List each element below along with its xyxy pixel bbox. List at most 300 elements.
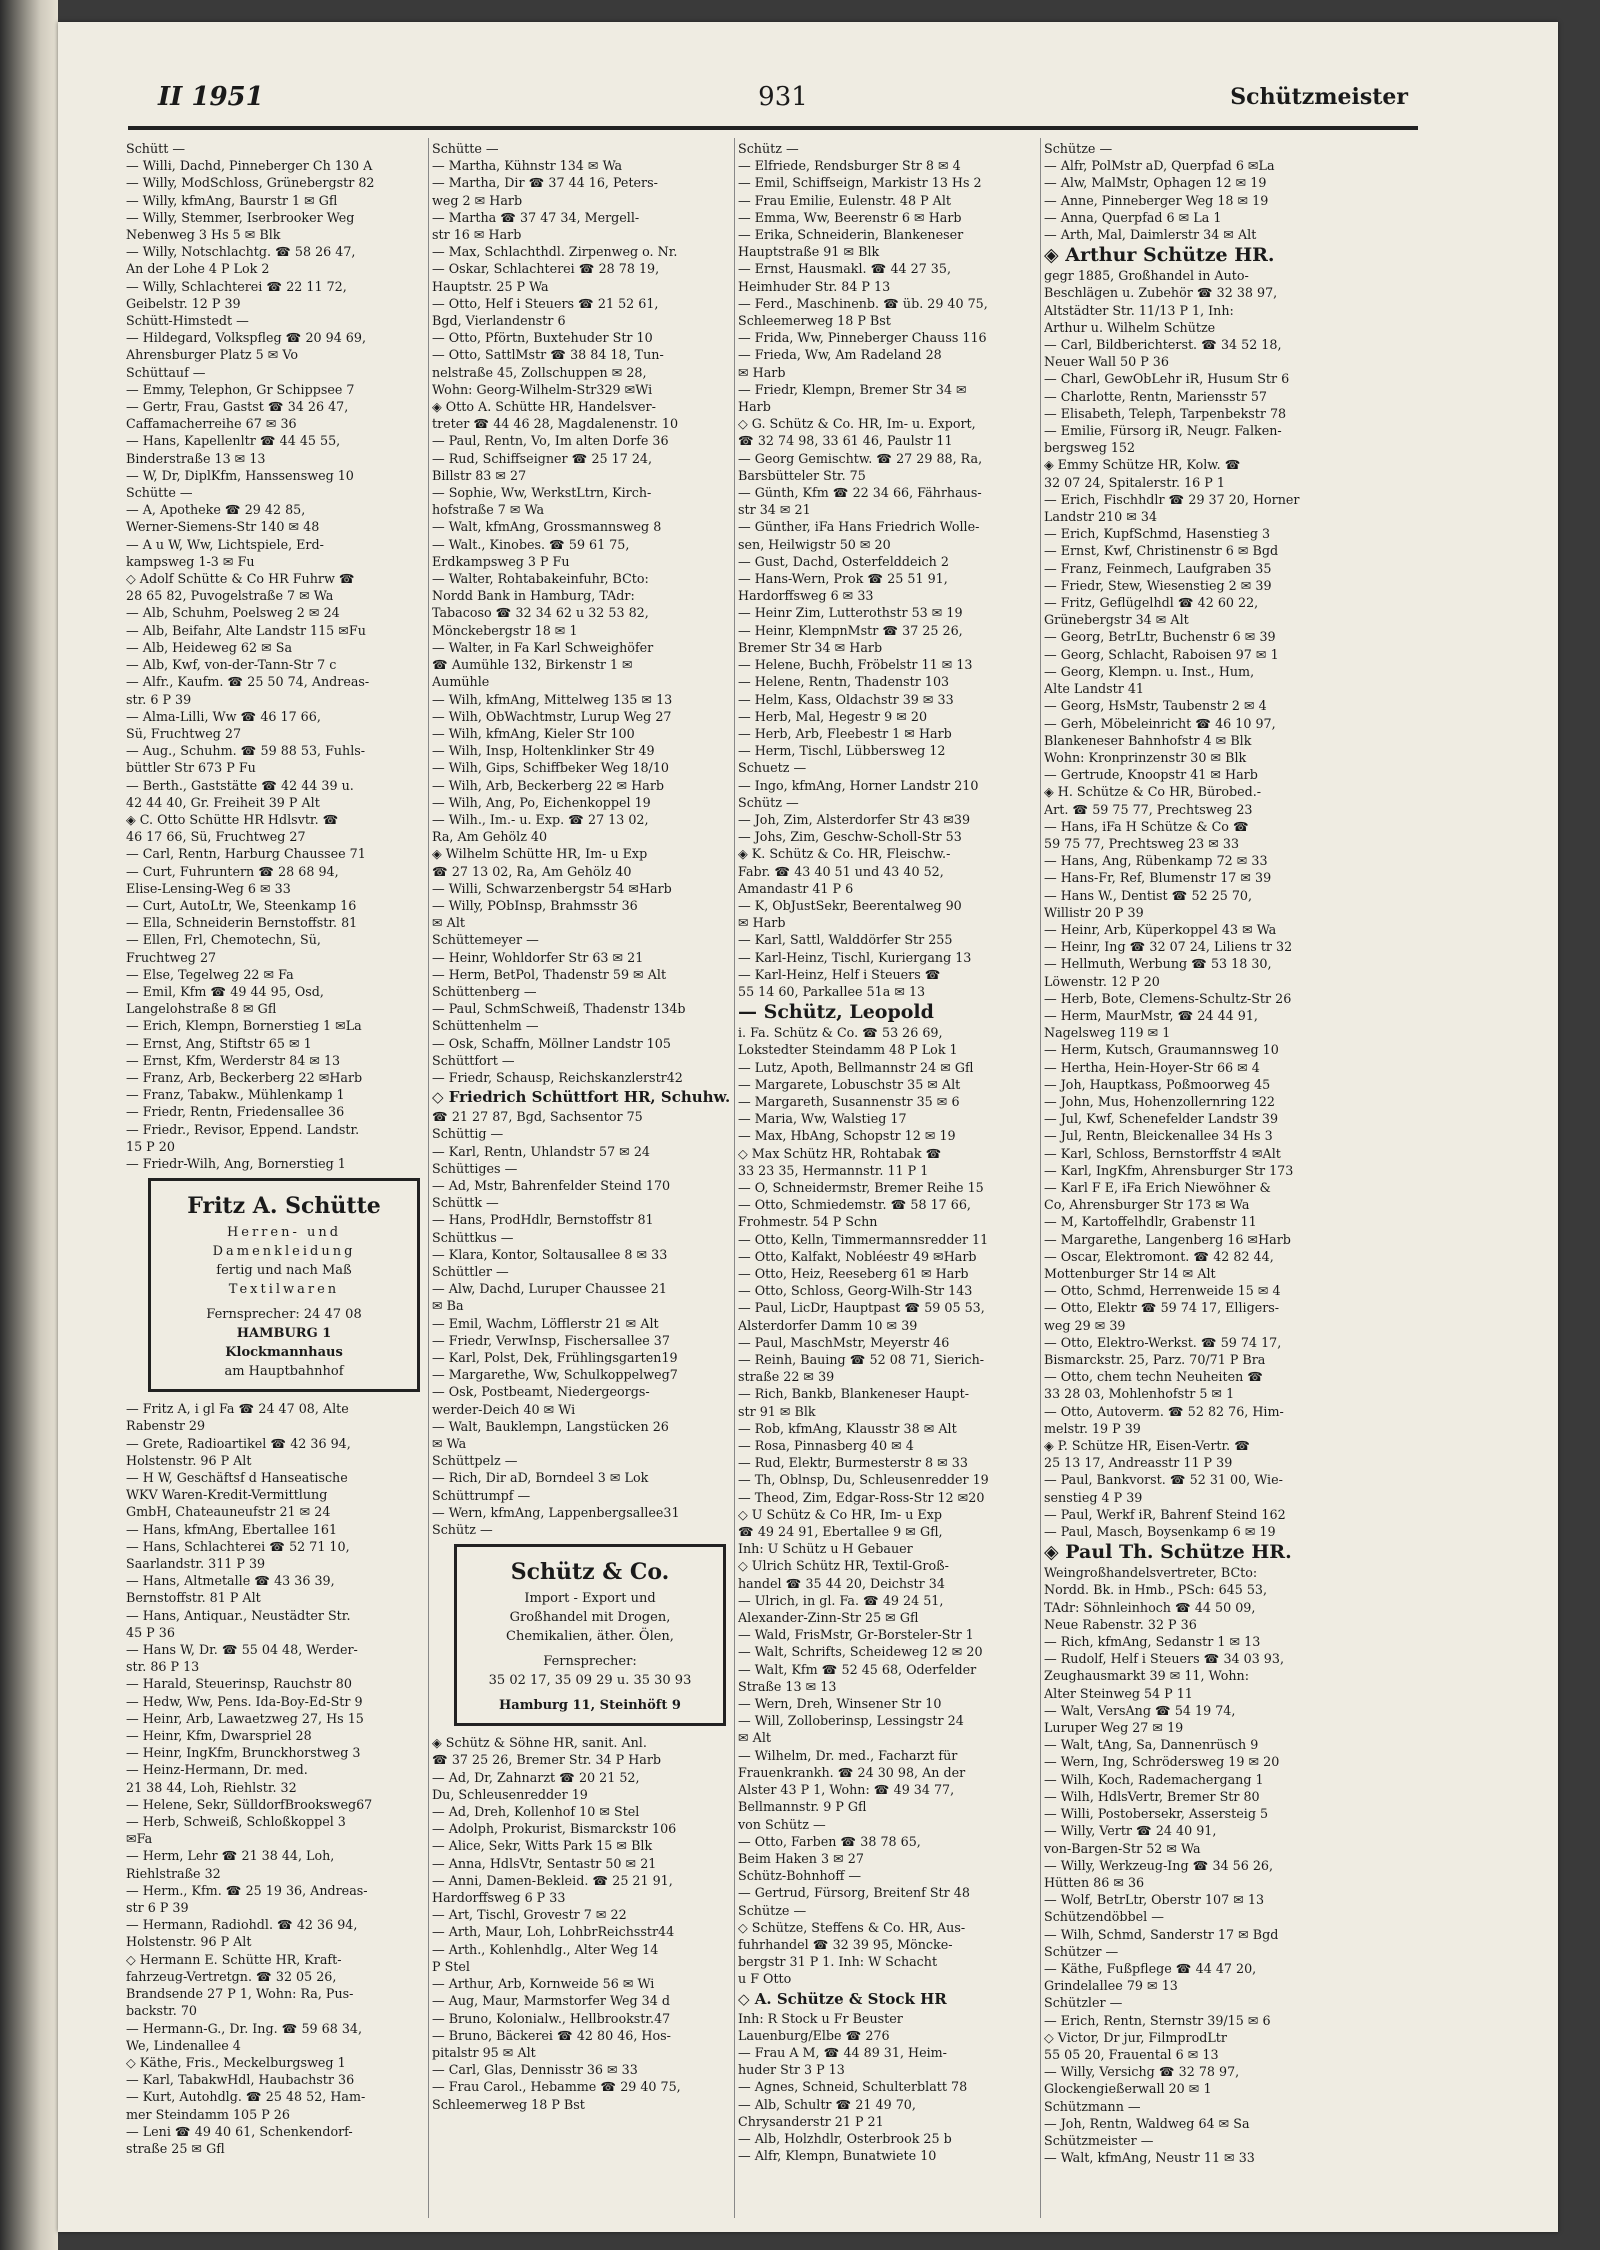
- directory-entry: — Karl, Sattl, Walddörfer Str 255: [738, 932, 953, 948]
- directory-entry: — Hans, ProdHdlr, Bernstoffstr 81: [432, 1212, 654, 1228]
- directory-entry: — Anne, Pinneberger Weg 18 ✉ 19: [1044, 192, 1269, 208]
- directory-entry: — Osk, Schaffn, Möllner Landstr 105: [432, 1035, 671, 1051]
- directory-entry: ◇ Friedrich Schüttfort HR, Schuhw.: [432, 1088, 731, 1107]
- directory-entry: str 16 ✉ Harb: [432, 227, 522, 243]
- directory-entry: — Art, Tischl, Grovestr 7 ✉ 22: [432, 1907, 627, 1923]
- directory-entry: — Margarethe, Langenberg 16 ✉Harb: [1044, 1231, 1291, 1247]
- directory-entry: — Wilh, Ang, Po, Eichenkoppel 19: [432, 794, 651, 810]
- directory-entry: — Franz, Arb, Beckerberg 22 ✉Harb: [126, 1069, 363, 1085]
- directory-entry: — Otto, Autoverm. ☎ 52 82 76, Him-: [1044, 1403, 1284, 1419]
- directory-entry: Hütten 86 ✉ 36: [1044, 1874, 1145, 1890]
- directory-entry: — Hans, Kapellenltr ☎ 44 45 55,: [126, 433, 341, 449]
- directory-entry: — Hildegard, Volkspfleg ☎ 20 94 69,: [126, 330, 366, 346]
- directory-entry: Harb: [738, 399, 771, 415]
- directory-entry: Alexander-Zinn-Str 25 ✉ Gfl: [738, 1610, 919, 1626]
- directory-entry: — Jul, Rentn, Bleickenallee 34 Hs 3: [1044, 1128, 1273, 1144]
- directory-entry: — Rich, Dir aD, Borndeel 3 ✉ Lok: [432, 1470, 649, 1486]
- directory-entry: TAdr: Söhnleinhoch ☎ 44 50 09,: [1044, 1599, 1256, 1615]
- directory-entry: — Hans, iFa H Schütze & Co ☎: [1044, 818, 1249, 834]
- directory-entry: Altstädter Str. 11/13 P 1, Inh:: [1044, 302, 1234, 318]
- directory-entry: — Paul, Rentn, Vo, Im alten Dorfe 36: [432, 433, 669, 449]
- directory-entry: Blankeneser Bahnhofstr 4 ✉ Blk: [1044, 732, 1252, 748]
- directory-entry: Chrysanderstr 21 P 21: [738, 2113, 884, 2129]
- directory-entry: Schützmeister —: [1044, 2132, 1154, 2148]
- directory-entry: Schüttk —: [432, 1195, 499, 1211]
- directory-entry: ◈ Emmy Schütze HR, Kolw. ☎: [1044, 457, 1241, 473]
- directory-entry: — O, Schneidermstr, Bremer Reihe 15: [738, 1179, 984, 1195]
- directory-entry: — Otto, Heiz, Reeseberg 61 ✉ Harb: [738, 1266, 969, 1281]
- directory-entry: Schuetz —: [738, 760, 807, 776]
- directory-entry: We, Lindenallee 4: [126, 2037, 241, 2053]
- directory-entry: Schüttemeyer —: [432, 932, 539, 948]
- directory-entry: Mottenburger Str 14 ✉ Alt: [1044, 1266, 1216, 1281]
- directory-entry: kampsweg 1-3 ✉ Fu: [126, 553, 255, 569]
- directory-entry: — Willy, Stemmer, Iserbrooker Weg: [126, 209, 355, 225]
- directory-entry: — Wilh, Arb, Beckerberg 22 ✉ Harb: [432, 777, 665, 793]
- directory-entry: Fabr. ☎ 43 40 51 und 43 40 52,: [738, 863, 944, 879]
- directory-entry: Straße 13 ✉ 13: [738, 1678, 837, 1694]
- directory-entry: von-Bargen-Str 52 ✉ Wa: [1044, 1840, 1201, 1856]
- ad-phones: 35 02 17, 35 09 29 u. 35 30 93: [488, 1673, 692, 1689]
- directory-entry: Schüttauf —: [126, 364, 206, 380]
- directory-entry: ☎ 27 13 02, Ra, Am Gehölz 40: [432, 863, 632, 879]
- directory-entry: — Karl, Schloss, Bernstorffstr 4 ✉Alt: [1044, 1145, 1281, 1161]
- directory-entry: — Alma-Lilli, Ww ☎ 46 17 66,: [126, 708, 321, 724]
- directory-entry: — Willy, Schlachterei ☎ 22 11 72,: [126, 278, 347, 294]
- directory-entry: straße 25 ✉ Gfl: [126, 2140, 225, 2156]
- directory-entry: weg 29 ✉ 39: [1044, 1317, 1126, 1333]
- directory-entry: — Walt, tAng, Sa, Dannenrüsch 9: [1044, 1737, 1259, 1753]
- directory-entry: — Wilh, kfmAng, Kieler Str 100: [432, 725, 635, 741]
- directory-entry: — Ernst, Kwf, Christinenstr 6 ✉ Bgd: [1044, 543, 1279, 559]
- directory-entry: — M, Kartoffelhdlr, Grabenstr 11: [1044, 1214, 1257, 1230]
- directory-entry: — Alb, Beifahr, Alte Landstr 115 ✉Fu: [126, 622, 366, 638]
- directory-entry: — Erich, Fischhdlr ☎ 29 37 20, Horner: [1044, 491, 1300, 507]
- directory-entry: — Georg, BetrLtr, Buchenstr 6 ✉ 39: [1044, 629, 1276, 645]
- directory-entry: — Sophie, Ww, WerkstLtrn, Kirch-: [432, 485, 652, 501]
- directory-entry: — Hertha, Hein-Hoyer-Str 66 ✉ 4: [1044, 1059, 1260, 1075]
- directory-entry: — Otto, Helf i Steuers ☎ 21 52 61,: [432, 295, 659, 311]
- directory-entry: — Willy, PObInsp, Brahmsstr 36: [432, 897, 638, 913]
- directory-entry: sen, Heilwigstr 50 ✉ 20: [738, 536, 891, 552]
- directory-entry: — Schütz, Leopold: [738, 1001, 934, 1024]
- directory-entry: — Hans W., Dentist ☎ 52 25 70,: [1044, 887, 1253, 903]
- ad-city: HAMBURG 1: [236, 1326, 332, 1342]
- directory-entry: treter ☎ 44 46 28, Magdalenenstr. 10: [432, 416, 679, 432]
- directory-entry: Frohmestr. 54 P Schn: [738, 1214, 878, 1230]
- directory-entry: — Erich, Rentn, Sternstr 39/15 ✉ 6: [1044, 2012, 1271, 2028]
- directory-entry: Ahrensburger Platz 5 ✉ Vo: [126, 347, 299, 363]
- directory-entry: Alsterdorfer Damm 10 ✉ 39: [738, 1317, 918, 1333]
- directory-entry: — Emil, Schiffseign, Markistr 13 Hs 2: [738, 175, 982, 191]
- directory-entry: P Stel: [432, 1958, 470, 1974]
- directory-entry: — Franz, Feinmech, Laufgraben 35: [1044, 560, 1272, 576]
- directory-entry: An der Lohe 4 P Lok 2: [126, 261, 270, 277]
- directory-entry: — Anni, Damen-Bekleid. ☎ 25 21 91,: [432, 1872, 673, 1888]
- directory-entry: — Berth., Gaststätte ☎ 42 44 39 u.: [126, 777, 354, 793]
- directory-entry: str 34 ✉ 21: [738, 502, 811, 518]
- directory-entry: str 91 ✉ Blk: [738, 1403, 816, 1419]
- column-4: [1044, 140, 1349, 2220]
- directory-entry: — Joh, Zim, Alsterdorfer Str 43 ✉39: [738, 811, 971, 827]
- directory-entry: ◇ U Schütz & Co HR, Im- u Exp: [738, 1506, 942, 1522]
- directory-entry: Binderstraße 13 ✉ 13: [126, 450, 266, 466]
- directory-entry: — Max, HbAng, Schopstr 12 ✉ 19: [738, 1128, 956, 1144]
- directory-entry: GmbH, Chateauneufstr 21 ✉ 24: [126, 1504, 331, 1520]
- page-volume-year: II 1951: [158, 82, 264, 112]
- book-spine: [0, 0, 58, 2250]
- directory-entry: — Karl, IngKfm, Ahrensburger Str 173: [1044, 1162, 1294, 1178]
- directory-entry: 21 38 44, Loh, Riehlstr. 32: [126, 1779, 297, 1795]
- directory-entry: Caffamacherreihe 67 ✉ 36: [126, 416, 297, 432]
- directory-entry: Heimhuder Str. 84 P 13: [738, 278, 891, 294]
- directory-entry: Co, Ahrensburger Str 173 ✉ Wa: [1044, 1197, 1250, 1213]
- directory-entry: Hardorffsweg 6 ✉ 33: [738, 588, 874, 604]
- directory-entry: — Rud, Elektr, Burmesterstr 8 ✉ 33: [738, 1455, 968, 1471]
- ad-address: Klockmannhaus: [225, 1345, 343, 1361]
- directory-entry: Geibelstr. 12 P 39: [126, 295, 241, 311]
- directory-entry: ◇ Victor, Dr jur, FilmprodLtr: [1044, 2029, 1227, 2045]
- directory-entry: — Hans-Wern, Prok ☎ 25 51 91,: [738, 571, 948, 587]
- directory-entry: backstr. 70: [126, 2003, 197, 2019]
- directory-entry: — Reinh, Bauing ☎ 52 08 71, Sierich-: [738, 1352, 985, 1368]
- directory-entry: — Gertr, Frau, Gastst ☎ 34 26 47,: [126, 399, 349, 415]
- directory-entry: Inh: U Schütz u H Gebauer: [738, 1541, 913, 1557]
- directory-entry: — Adolph, Prokurist, Bismarckstr 106: [432, 1821, 677, 1837]
- directory-entry: nelstraße 45, Zollschuppen ✉ 28,: [432, 364, 647, 380]
- directory-entry: 33 23 35, Hermannstr. 11 P 1: [738, 1162, 929, 1178]
- directory-entry: — Rudolf, Helf i Steuers ☎ 34 03 93,: [1044, 1651, 1284, 1667]
- directory-entry: — Friedr, Klempn, Bremer Str 34 ✉: [738, 381, 967, 397]
- directory-entry: — Frau Carol., Hebamme ☎ 29 40 75,: [432, 2079, 681, 2095]
- directory-entry: — Ad, Dreh, Kollenhof 10 ✉ Stel: [432, 1804, 640, 1820]
- directory-entry: Neue Rabenstr. 32 P 36: [1044, 1616, 1197, 1632]
- directory-entry: — Ad, Mstr, Bahrenfelder Steind 170: [432, 1177, 671, 1193]
- ad-line: fertig und nach Maß: [216, 1263, 352, 1279]
- directory-entry: — Georg, HsMstr, Taubenstr 2 ✉ 4: [1044, 698, 1267, 714]
- directory-entry: — Herm, Kutsch, Graumannsweg 10: [1044, 1042, 1279, 1058]
- directory-entry: — Alfr., Kaufm. ☎ 25 50 74, Andreas-: [126, 674, 370, 690]
- directory-entry: — Theod, Zim, Edgar-Ross-Str 12 ✉20: [738, 1489, 985, 1505]
- directory-entry: Grindelallee 79 ✉ 13: [1044, 1978, 1178, 1994]
- directory-entry: — Harald, Steuerinsp, Rauchstr 80: [126, 1676, 352, 1692]
- directory-entry: — Willy, Vertr ☎ 24 40 91,: [1044, 1823, 1217, 1839]
- directory-entry: ◇ G. Schütz & Co. HR, Im- u. Export,: [738, 416, 976, 432]
- directory-entry: — Friedr, Stew, Wiesenstieg 2 ✉ 39: [1044, 577, 1272, 593]
- directory-entry: — Ernst, Ang, Stiftstr 65 ✉ 1: [126, 1035, 312, 1051]
- directory-entry: ✉Fa: [126, 1831, 153, 1847]
- directory-entry: — Willy, ModSchloss, Grünebergstr 82: [126, 175, 375, 191]
- directory-entry: — Joh, Rentn, Waldweg 64 ✉ Sa: [1044, 2115, 1250, 2131]
- directory-entry: — Margarete, Lobuschstr 35 ✉ Alt: [738, 1076, 961, 1092]
- directory-page: [58, 22, 1558, 2232]
- directory-entry: — Arthur, Arb, Kornweide 56 ✉ Wi: [432, 1976, 655, 1992]
- directory-entry: — Hermann, Radiohdl. ☎ 42 36 94,: [126, 1917, 358, 1933]
- directory-entry: — Aug, Maur, Marmstorfer Weg 34 d: [432, 1993, 670, 2009]
- directory-entry: — Ella, Schneiderin Bernstoffstr. 81: [126, 915, 358, 931]
- directory-entry: — Herm, Tischl, Lübbersweg 12: [738, 743, 946, 759]
- directory-entry: — Walter, in Fa Karl Schweighöfer: [432, 639, 654, 655]
- directory-entry: Schüttkus —: [432, 1229, 514, 1245]
- directory-entry: — Hans, Ang, Rübenkamp 72 ✉ 33: [1044, 853, 1268, 869]
- column-1: [126, 140, 426, 2220]
- directory-entry: — Gertrud, Fürsorg, Breitenf Str 48: [738, 1885, 970, 1901]
- directory-entry: — Willy, Notschlachtg. ☎ 58 26 47,: [126, 244, 356, 260]
- directory-entry: — Ferd., Maschinenb. ☎ üb. 29 40 75,: [738, 295, 988, 311]
- page-number: 931: [758, 82, 808, 112]
- directory-entry: — Otto, Kalfakt, Nobléestr 49 ✉Harb: [738, 1248, 977, 1264]
- directory-entry: Hardorffsweg 6 P 33: [432, 1890, 566, 1906]
- directory-entry: Schütt-Himstedt —: [126, 313, 249, 329]
- directory-entry: — H W, Geschäftsf d Hanseatische: [126, 1470, 348, 1485]
- directory-entry: — Anna, Querpfad 6 ✉ La 1: [1044, 209, 1222, 225]
- directory-entry: — Wolf, BetrLtr, Oberstr 107 ✉ 13: [1044, 1892, 1265, 1908]
- ad-line: Import - Export und: [524, 1591, 656, 1607]
- directory-entry: — Friedr, Rentn, Friedensallee 36: [126, 1104, 345, 1120]
- directory-entry: Brandsende 27 P 1, Wohn: Ra, Pus-: [126, 1986, 354, 2002]
- directory-entry: ◈ Otto A. Schütte HR, Handelsver-: [432, 399, 656, 415]
- directory-entry: Schüttig —: [432, 1126, 504, 1142]
- column-divider: [1040, 138, 1041, 2218]
- directory-entry: — Heinr, Arb, Lawaetzweg 27, Hs 15: [126, 1710, 364, 1726]
- directory-entry: — Emilie, Fürsorg iR, Neugr. Falken-: [1044, 423, 1282, 439]
- ad-title: Fritz A. Schütte: [187, 1193, 381, 1220]
- directory-entry: — Otto, SattlMstr ☎ 38 84 18, Tun-: [432, 347, 664, 363]
- page-running-head: Schützmeister: [1230, 84, 1408, 110]
- directory-entry: fahrzeug-Vertretgn. ☎ 32 05 26,: [126, 1968, 337, 1984]
- directory-entry: pitalstr 95 ✉ Alt: [432, 2044, 536, 2060]
- directory-entry: — Paul, LicDr, Hauptpast ☎ 59 05 53,: [738, 1300, 985, 1316]
- directory-entry: ☎ 21 27 87, Bgd, Sachsentor 75: [432, 1109, 643, 1125]
- column-divider: [428, 138, 429, 2218]
- directory-entry: handel ☎ 35 44 20, Deichstr 34: [738, 1575, 945, 1591]
- directory-entry: Zeughausmarkt 39 ✉ 11, Wohn:: [1044, 1668, 1250, 1684]
- directory-entry: ✉ Ba: [432, 1298, 464, 1314]
- directory-entry: — Wern, Ing, Schrödersweg 19 ✉ 20: [1044, 1754, 1280, 1770]
- directory-entry: senstieg 4 P 39: [1044, 1489, 1143, 1505]
- directory-entry: — Herm., Kfm. ☎ 25 19 36, Andreas-: [126, 1882, 368, 1898]
- directory-entry: — Paul, Bankvorst. ☎ 52 31 00, Wie-: [1044, 1472, 1283, 1488]
- directory-entry: — Bruno, Kolonialw., Hellbrookstr.47: [432, 2010, 671, 2026]
- directory-entry: — Alb, Holzhdlr, Osterbrook 25 b: [738, 2130, 952, 2146]
- directory-entry: — Arth., Kohlenhdlg., Alter Weg 14: [432, 1941, 659, 1957]
- directory-entry: — Elfriede, Rendsburger Str 8 ✉ 4: [738, 158, 961, 174]
- directory-entry: ◇ Ulrich Schütz HR, Textil-Groß-: [738, 1558, 949, 1574]
- directory-entry: — Joh, Hauptkass, Poßmoorweg 45: [1044, 1076, 1271, 1092]
- directory-entry: — Ingo, kfmAng, Horner Landstr 210: [738, 777, 979, 793]
- directory-entry: Schüttenhelm —: [432, 1018, 539, 1034]
- directory-entry: — Helene, Sekr, SülldorfBrooksweg67: [126, 1796, 373, 1812]
- directory-entry: ✉ Alt: [738, 1730, 771, 1746]
- directory-entry: Beschlägen u. Zubehör ☎ 32 38 97,: [1044, 285, 1278, 301]
- directory-entry: — Helm, Kass, Oldachstr 39 ✉ 33: [738, 691, 954, 707]
- directory-entry: — Paul, MaschMstr, Meyerstr 46: [738, 1334, 950, 1350]
- directory-entry: — Wilh, Insp, Holtenklinker Str 49: [432, 743, 655, 759]
- directory-entry: Hauptstraße 91 ✉ Blk: [738, 244, 880, 260]
- directory-entry: — Heinr, Ing ☎ 32 07 24, Liliens tr 32: [1044, 939, 1293, 955]
- directory-entry: 55 14 60, Parkallee 51a ✉ 13: [738, 983, 926, 999]
- directory-entry: Alter Steinweg 54 P 11: [1044, 1685, 1193, 1701]
- directory-entry: — Rob, kfmAng, Klausstr 38 ✉ Alt: [738, 1420, 957, 1436]
- directory-entry: — Alice, Sekr, Witts Park 15 ✉ Blk: [432, 1838, 653, 1854]
- directory-entry: Schützmann —: [1044, 2098, 1141, 2114]
- directory-entry: Holstenstr. 96 P Alt: [126, 1934, 252, 1950]
- directory-entry: — Wilh, Koch, Rademachergang 1: [1044, 1771, 1264, 1787]
- directory-entry: Fruchtweg 27: [126, 949, 217, 965]
- directory-entry: fuhrhandel ☎ 32 39 95, Möncke-: [738, 1936, 953, 1952]
- directory-entry: — Emmy, Telephon, Gr Schippsee 7: [126, 381, 355, 397]
- directory-entry: ◈ Arthur Schütze HR.: [1044, 244, 1275, 267]
- directory-entry: — Will, Zolloberinsp, Lessingstr 24: [738, 1713, 964, 1729]
- directory-entry: Schüttenberg —: [432, 983, 537, 999]
- directory-entry: — Karl, TabakwHdl, Haubachstr 36: [126, 2072, 355, 2088]
- directory-entry: — Klara, Kontor, Soltausallee 8 ✉ 33: [432, 1246, 668, 1262]
- directory-entry: — Alw, MalMstr, Ophagen 12 ✉ 19: [1044, 175, 1267, 191]
- directory-entry: — Carl, Rentn, Harburg Chaussee 71: [126, 846, 366, 862]
- directory-entry: — Johs, Zim, Geschw-Scholl-Str 53: [738, 829, 962, 845]
- directory-entry: — Herb, Arb, Fleebestr 1 ✉ Harb: [738, 725, 952, 741]
- directory-entry: — Franz, Tabakw., Mühlenkamp 1: [126, 1087, 345, 1103]
- directory-entry: ☎ 37 25 26, Bremer Str. 34 P Harb: [432, 1752, 662, 1768]
- directory-entry: — Günther, iFa Hans Friedrich Wolle-: [738, 519, 980, 535]
- column-2: [432, 140, 732, 2220]
- directory-entry: — Hans, kfmAng, Ebertallee 161: [126, 1521, 338, 1537]
- column-divider: [734, 138, 735, 2218]
- directory-entry: — Otto, Schmd, Herrenweide 15 ✉ 4: [1044, 1283, 1281, 1299]
- directory-entry: von Schütz —: [738, 1816, 826, 1832]
- directory-entry: — Maria, Ww, Walstieg 17: [738, 1111, 907, 1127]
- directory-entry: — Herb, Bote, Clemens-Schultz-Str 26: [1044, 990, 1292, 1006]
- column-3: [738, 140, 1038, 2220]
- directory-entry: Schüttiges —: [432, 1160, 518, 1176]
- directory-entry: Schüttpelz —: [432, 1453, 518, 1469]
- directory-entry: — Käthe, Fußpflege ☎ 44 47 20,: [1044, 1960, 1257, 1976]
- directory-entry: Holstenstr. 96 P Alt: [126, 1452, 252, 1468]
- directory-entry: 55 05 20, Frauental 6 ✉ 13: [1044, 2046, 1219, 2062]
- directory-entry: Alte Landstr 41: [1044, 681, 1144, 697]
- ad-line: Textilwaren: [228, 1282, 340, 1298]
- directory-entry: Schützendöbbel —: [1044, 1909, 1164, 1925]
- directory-entry: 15 P 20: [126, 1138, 175, 1154]
- directory-entry: — Frau Emilie, Eulenstr. 48 P Alt: [738, 192, 951, 208]
- directory-entry: Schütte —: [432, 141, 499, 156]
- directory-entry: — Erich, KupfSchmd, Hasenstieg 3: [1044, 526, 1271, 542]
- directory-entry: — Margarethe, Ww, Schulkoppelweg7: [432, 1367, 678, 1383]
- directory-entry: — Elisabeth, Teleph, Tarpenbekstr 78: [1044, 405, 1287, 421]
- directory-entry: — Friedr, VerwInsp, Fischersallee 37: [432, 1332, 670, 1348]
- directory-entry: — Helene, Buchh, Fröbelstr 11 ✉ 13: [738, 657, 973, 673]
- directory-entry: Schütt —: [126, 141, 186, 156]
- directory-entry: — Karl-Heinz, Helf i Steuers ☎: [738, 966, 941, 982]
- directory-entry: — Alb, Heideweg 62 ✉ Sa: [126, 639, 293, 655]
- directory-entry: — Otto, Schloss, Georg-Wilh-Str 143: [738, 1283, 973, 1299]
- directory-entry: — Willy, Werkzeug-Ing ☎ 34 56 26,: [1044, 1857, 1274, 1873]
- directory-entry: Nebenweg 3 Hs 5 ✉ Blk: [126, 227, 281, 243]
- directory-entry: — Willi, Schwarzenbergstr 54 ✉Harb: [432, 880, 672, 896]
- directory-entry: ◈ P. Schütze HR, Eisen-Vertr. ☎: [1044, 1438, 1251, 1454]
- directory-entry: — Jul, Kwf, Schenefelder Landstr 39: [1044, 1111, 1279, 1127]
- directory-entry: — Walt, Schrifts, Scheideweg 12 ✉ 20: [738, 1644, 983, 1660]
- directory-entry: — Ellen, Frl, Chemotechn, Sü,: [126, 932, 321, 948]
- directory-entry: — Hans, Schlachterei ☎ 52 71 10,: [126, 1538, 350, 1554]
- directory-entry: — Hans, Altmetalle ☎ 43 36 39,: [126, 1573, 335, 1589]
- directory-entry: — Friedr, Schausp, Reichskanzlerstr42: [432, 1069, 683, 1085]
- directory-entry: — Wilh, kfmAng, Mittelweg 135 ✉ 13: [432, 691, 673, 707]
- directory-entry: — Wilh, HdlsVertr, Bremer Str 80: [1044, 1788, 1260, 1804]
- directory-entry: — Aug., Schuhm. ☎ 59 88 53, Fuhls-: [126, 743, 366, 759]
- directory-entry: Aumühle: [432, 674, 490, 690]
- directory-entry: — Alfr, PolMstr aD, Querpfad 6 ✉La: [1044, 158, 1275, 174]
- directory-entry: — Willy, Versichg ☎ 32 78 97,: [1044, 2064, 1240, 2080]
- directory-entry: str 6 P 39: [126, 1900, 189, 1916]
- directory-entry: Landstr 210 ✉ 34: [1044, 509, 1158, 525]
- directory-entry: — Kurt, Autohdlg. ☎ 25 48 52, Ham-: [126, 2089, 366, 2105]
- directory-entry: — Willi, Dachd, Pinneberger Ch 130 A: [126, 158, 373, 174]
- directory-entry: — Else, Tegelweg 22 ✉ Fa: [126, 966, 294, 982]
- directory-entry: WKV Waren-Kredit-Vermittlung: [126, 1487, 328, 1503]
- directory-entry: Glockengießerwall 20 ✉ 1: [1044, 2081, 1212, 2097]
- directory-entry: — Fritz, Geflügelhdl ☎ 42 60 22,: [1044, 595, 1259, 611]
- directory-entry: — Arth, Maur, Loh, LohbrReichsstr44: [432, 1924, 675, 1940]
- directory-entry: Weingroßhandelsvertreter, BCto:: [1044, 1565, 1258, 1581]
- directory-entry: Löwenstr. 12 P 20: [1044, 973, 1160, 989]
- directory-entry: — Helene, Rentn, Thadenstr 103: [738, 674, 950, 690]
- directory-entry: — Herm, Lehr ☎ 21 38 44, Loh,: [126, 1848, 335, 1864]
- directory-entry: straße 22 ✉ 39: [738, 1369, 835, 1385]
- directory-entry: — Walt., Kinobes. ☎ 59 61 75,: [432, 536, 630, 552]
- directory-entry: huder Str 3 P 13: [738, 2062, 845, 2078]
- directory-entry: — Günth, Kfm ☎ 22 34 66, Fährhaus-: [738, 485, 982, 501]
- directory-entry: — Otto, Farben ☎ 38 78 65,: [738, 1833, 921, 1849]
- directory-entry: Langelohstraße 8 ✉ Gfl: [126, 1001, 277, 1017]
- directory-entry: — Paul, Werkf iR, Bahrenf Steind 162: [1044, 1506, 1286, 1522]
- directory-entry: — Agnes, Schneid, Schulterblatt 78: [738, 2079, 968, 2095]
- directory-entry: — Otto, Pförtn, Buxtehuder Str 10: [432, 330, 653, 346]
- directory-entry: ◇ Hermann E. Schütte HR, Kraft-: [126, 1951, 342, 1967]
- ad-line: Herren- und: [226, 1225, 342, 1241]
- directory-entry: — Walt, Bauklempn, Langstücken 26: [432, 1418, 669, 1434]
- directory-entry: — Curt, AutoLtr, We, Steenkamp 16: [126, 897, 357, 913]
- directory-entry: — Emil, Kfm ☎ 49 44 95, Osd,: [126, 983, 324, 999]
- directory-entry: Schütz-Bohnhoff —: [738, 1868, 862, 1884]
- directory-entry: Luruper Weg 27 ✉ 19: [1044, 1720, 1184, 1736]
- page-header: [158, 82, 1408, 124]
- directory-entry: Wohn: Kronprinzenstr 30 ✉ Blk: [1044, 749, 1247, 765]
- directory-entry: — Curt, Fuhruntern ☎ 28 68 94,: [126, 863, 339, 879]
- directory-entry: Riehlstraße 32: [126, 1865, 221, 1881]
- directory-entry: — Th, Oblnsp, Du, Schleusenredder 19: [738, 1472, 989, 1488]
- directory-entry: — Georg, Schlacht, Raboisen 97 ✉ 1: [1044, 646, 1279, 662]
- directory-entry: — Carl, Glas, Dennisstr 36 ✉ 33: [432, 2062, 638, 2078]
- directory-entry: — Alb, Schuhm, Poelsweg 2 ✉ 24: [126, 605, 340, 621]
- directory-entry: — Martha, Dir ☎ 37 44 16, Peters-: [432, 175, 658, 191]
- directory-entry: — Wilh, Schmd, Sanderstr 17 ✉ Bgd: [1044, 1926, 1279, 1942]
- directory-entry: — Hans, Antiquar., Neustädter Str.: [126, 1607, 351, 1623]
- directory-entry: Schütz —: [738, 141, 799, 156]
- directory-entry: Werner-Siemens-Str 140 ✉ 48: [126, 519, 320, 535]
- directory-entry: — Martha, Kühnstr 134 ✉ Wa: [432, 158, 623, 174]
- ad-phone: Fernsprecher: 24 47 08: [206, 1307, 362, 1323]
- directory-entry: 28 65 82, Puvogelstraße 7 ✉ Wa: [126, 588, 334, 604]
- directory-entry: gegr 1885, Großhandel in Auto-: [1044, 268, 1249, 284]
- directory-entry: — Friedr-Wilh, Ang, Bornerstieg 1: [126, 1155, 346, 1171]
- directory-entry: ✉ Wa: [432, 1436, 467, 1452]
- directory-entry: — Rich, Bankb, Blankeneser Haupt-: [738, 1386, 970, 1402]
- ad-line: Chemikalien, äther. Ölen,: [506, 1629, 674, 1645]
- directory-entry: mer Steindamm 105 P 26: [126, 2106, 290, 2122]
- directory-entry: — Walt, VersAng ☎ 54 19 74,: [1044, 1702, 1236, 1718]
- directory-entry: — Grete, Radioartikel ☎ 42 36 94,: [126, 1435, 351, 1451]
